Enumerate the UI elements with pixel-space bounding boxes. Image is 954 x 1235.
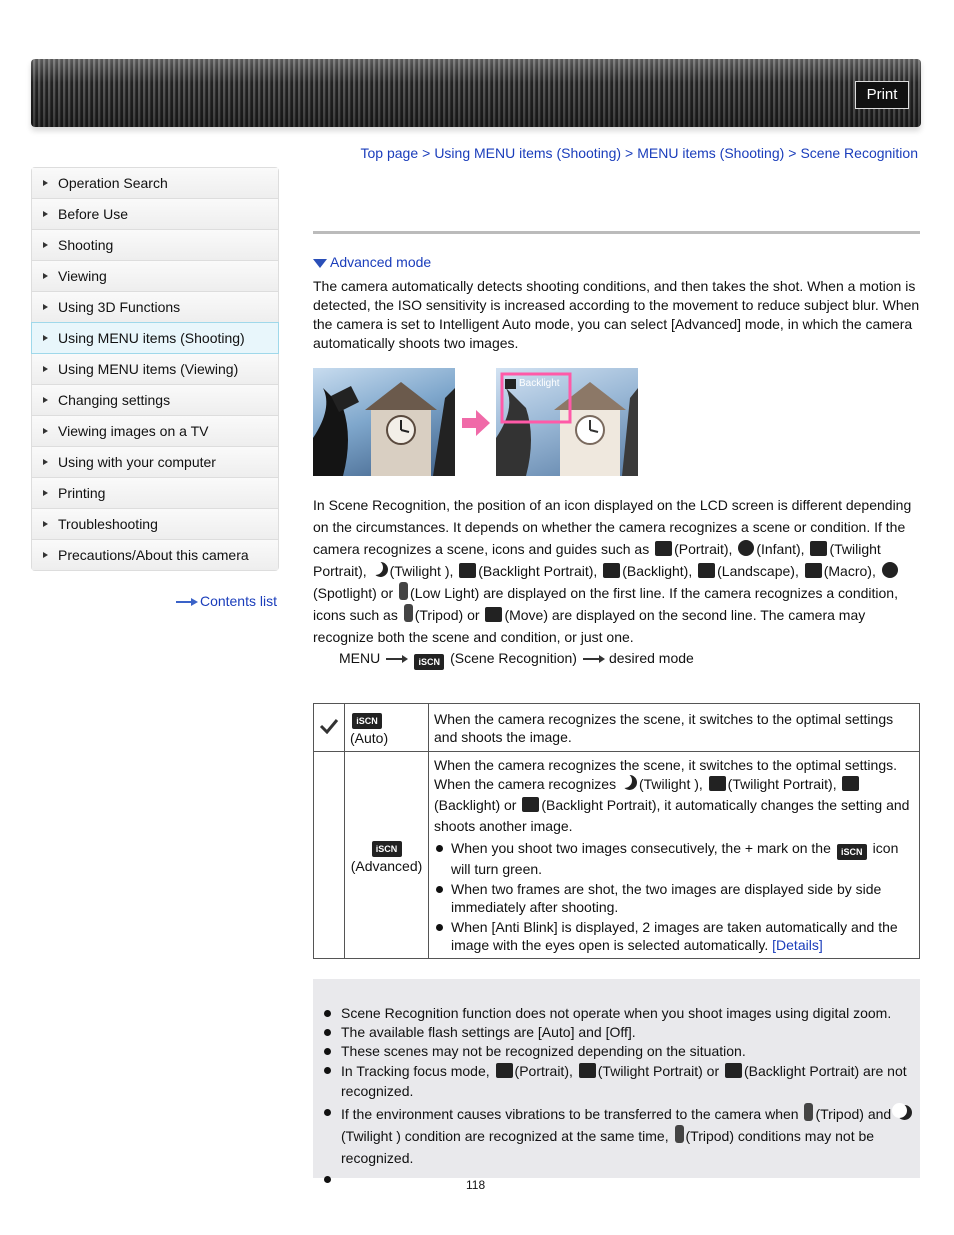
intro-paragraph: The camera automatically detects shooting conditions, and then takes the shot. When a motion is detected, the ISO sensitivity is increased according to the movement to reduce subject blur. When the camera is set to Intelligent Auto mode, you can select [Advanced] mode, in which the camera automatically shoots two images.: [313, 278, 920, 351]
sidebar-item-label: Shooting: [58, 237, 114, 253]
arrow-right-icon: [176, 598, 198, 606]
text: (Twilight Portrait) or: [597, 1063, 720, 1079]
tripod-icon: [404, 604, 413, 622]
breadcrumb-menu-items-shooting[interactable]: MENU items (Shooting): [637, 145, 785, 161]
table-row: [314, 704, 920, 752]
list-item: [434, 918, 914, 954]
text: When the camera recognizes the scene, it switches to the optimal settings.: [434, 757, 898, 773]
modes-table: [313, 703, 920, 959]
tripod-icon: [675, 1125, 684, 1143]
text: (Backlight Portrait) are not recognized.: [341, 1063, 907, 1099]
text: (Twilight ),: [389, 563, 454, 579]
sidebar-item-label: Before Use: [58, 206, 129, 222]
header-banner: [31, 59, 921, 127]
scene-recognition-icon: iSCN: [414, 654, 444, 670]
text: (Twilight ),: [638, 776, 703, 792]
list-item: These scenes may not be recognized depending on the situation.: [322, 1042, 917, 1060]
backlight-portrait-icon: [522, 797, 539, 812]
sidebar-item-3d-functions[interactable]: [32, 292, 278, 323]
text: When the camera recognizes: [434, 776, 617, 792]
title-divider: [313, 231, 920, 234]
contents-list-link[interactable]: [176, 593, 277, 609]
scene-recognition-label: (Scene Recognition): [450, 650, 577, 666]
chevron-right-icon: [43, 397, 48, 403]
text: If the environment causes vibrations to be transferred to the camera when: [341, 1106, 799, 1122]
chevron-right-icon: [43, 335, 48, 341]
scene-recognition-plus-icon: iSCN: [372, 841, 402, 857]
sidebar-item-label: Troubleshooting: [58, 516, 158, 532]
sidebar-item-label: Precautions/About this camera: [58, 547, 249, 563]
list-item: Scene Recognition function does not operate when you shoot images using digital zoom.: [322, 1004, 917, 1022]
sidebar-item-changing-settings[interactable]: [32, 385, 278, 416]
text: (Tripod) and: [815, 1106, 892, 1122]
breadcrumb-separator: >: [788, 145, 797, 161]
list-item: When two frames are shot, the two images are displayed side by side immediately after shooting.: [434, 880, 914, 916]
sidebar-item-label: Changing settings: [58, 392, 171, 408]
sidebar-item-label: Printing: [58, 485, 106, 501]
text: In Tracking focus mode,: [341, 1063, 490, 1079]
text: (Low Light) are displayed on the first line. If the camera recognizes a condition, icons such as: [313, 585, 898, 623]
list-item: The available flash settings are [Auto] and [Off].: [322, 1023, 917, 1041]
page-number: 118: [466, 1178, 486, 1192]
text: (Backlight),: [622, 563, 693, 579]
twilight-portrait-icon: [810, 541, 827, 556]
arrow-right-icon: [386, 658, 406, 660]
text: (Macro),: [823, 563, 876, 579]
chevron-right-icon: [43, 490, 48, 496]
text: (Auto): [350, 730, 389, 746]
chevron-right-icon: [43, 273, 48, 279]
default-check-cell: [314, 704, 345, 752]
backlight-portrait-icon: [725, 1063, 742, 1078]
portrait-icon: [496, 1063, 513, 1078]
text: (Backlight Portrait),: [478, 563, 598, 579]
sidebar-item-label: Using 3D Functions: [58, 299, 181, 315]
sidebar-item-computer[interactable]: [32, 447, 278, 478]
menu-path: [339, 650, 946, 670]
text: In Scene Recognition, the position of an icon displayed on the LCD screen is different depending on the circumstances. It depends on whether the camera recognizes a scene or condition. If the camera recognizes a scene, icons and guides such as: [313, 497, 912, 557]
sidebar-item-before-use[interactable]: [32, 199, 278, 230]
text: (Backlight) or: [434, 797, 517, 813]
text: When [Anti Blink] is displayed, 2 images are taken automatically and the image with the eyes open is selected automatically.: [451, 919, 898, 953]
breadcrumb-scene-recognition[interactable]: Scene Recognition: [800, 145, 918, 161]
checkmark-icon: [319, 718, 339, 734]
text: (Tripod) or: [414, 607, 480, 623]
scene-recognition-paragraph: [313, 494, 920, 648]
text: (Advanced): [350, 857, 423, 874]
sidebar-item-menu-shooting[interactable]: [31, 322, 279, 354]
backlight-icon: [842, 776, 859, 791]
chevron-right-icon: [43, 304, 48, 310]
sidebar-item-printing[interactable]: [32, 478, 278, 509]
sidebar-nav: [31, 167, 279, 571]
sidebar-item-label: Viewing: [58, 268, 107, 284]
text: [434, 774, 914, 837]
print-button[interactable]: Print: [855, 81, 909, 109]
text: When you shoot two images consecutively, the + mark on the: [451, 840, 831, 856]
breadcrumb-using-menu-shooting[interactable]: Using MENU items (Shooting): [434, 145, 622, 161]
table-row: [314, 752, 920, 959]
text: (Infant),: [756, 541, 805, 557]
scene-recognition-plus-icon: iSCN: [837, 844, 867, 860]
twilight-icon: [897, 1105, 912, 1121]
text: (Spotlight) or: [313, 585, 394, 601]
sidebar-item-label: Operation Search: [58, 175, 168, 191]
sidebar-item-viewing-tv[interactable]: [32, 416, 278, 447]
chevron-right-icon: [43, 366, 48, 372]
text: icon will turn green.: [451, 840, 899, 877]
chevron-right-icon: [43, 180, 48, 186]
backlight-icon: [603, 563, 620, 578]
sidebar-item-precautions[interactable]: [32, 540, 278, 570]
chevron-right-icon: [43, 459, 48, 465]
sidebar-item-menu-viewing[interactable]: [32, 354, 278, 385]
text: (Twilight ) condition are recognized at the same time,: [341, 1128, 669, 1144]
list-item: [434, 839, 914, 878]
tripod-icon: [804, 1103, 813, 1121]
notes-box: [313, 979, 920, 1178]
twilight-portrait-icon: [579, 1063, 596, 1078]
list-item: [322, 1103, 917, 1169]
backlight-portrait-icon: [459, 563, 476, 578]
text: (Twilight Portrait),: [727, 776, 837, 792]
move-icon: [485, 607, 502, 622]
low-light-icon: [399, 582, 408, 600]
breadcrumb-separator: >: [625, 145, 634, 161]
sidebar-item-label: Using MENU items (Viewing): [58, 361, 239, 377]
text: (Tripod) conditions may not be recognized.: [341, 1128, 875, 1166]
contents-list-label: Contents list: [199, 593, 277, 609]
breadcrumb-top-page[interactable]: Top page: [360, 145, 419, 161]
portrait-icon: [655, 541, 672, 556]
sample-photo-after: [496, 368, 638, 476]
list-item: [322, 1061, 917, 1101]
mode-name-auto: [345, 704, 429, 752]
sidebar-item-viewing[interactable]: [32, 261, 278, 292]
scene-recognition-icon: iSCN: [352, 713, 382, 729]
sample-photo-before: [313, 368, 455, 476]
text: (Backlight Portrait), it automatically changes the setting and shoots another image.: [434, 797, 910, 834]
chevron-right-icon: [43, 211, 48, 217]
details-link[interactable]: [Details]: [772, 937, 823, 953]
arrow-right-icon: [462, 408, 490, 438]
infant-icon: [738, 540, 754, 556]
sidebar-item-label: Viewing images on a TV: [58, 423, 209, 439]
sidebar-item-label: Using with your computer: [58, 454, 216, 470]
breadcrumb: [361, 145, 918, 161]
chevron-right-icon: [43, 552, 48, 558]
text: (Landscape),: [717, 563, 799, 579]
sidebar-item-troubleshooting[interactable]: [32, 509, 278, 540]
chevron-right-icon: [43, 428, 48, 434]
text: (Move) are displayed on the second line. The camera may recognize both the scene and condition, or just one.: [313, 607, 866, 645]
advanced-mode-link[interactable]: [313, 254, 920, 270]
advanced-mode-label: Advanced mode: [330, 254, 432, 270]
mode-desc-auto: When the camera recognizes the scene, it switches to the optimal settings and shoots the image.: [429, 704, 920, 752]
sidebar-item-operation-search[interactable]: [32, 168, 278, 199]
sidebar-item-label: Using MENU items (Shooting): [58, 330, 245, 346]
menu-label: MENU: [339, 650, 381, 666]
desired-mode-label: desired mode: [608, 650, 694, 666]
twilight-icon: [622, 775, 637, 791]
landscape-icon: [698, 563, 715, 578]
twilight-portrait-icon: [709, 776, 726, 791]
spotlight-icon: [882, 562, 898, 578]
sidebar-item-shooting[interactable]: [32, 230, 278, 261]
triangle-down-icon: [313, 259, 327, 268]
macro-icon: [805, 563, 822, 578]
text: (Twilight Portrait),: [313, 541, 881, 579]
mode-name-advanced: [345, 752, 429, 959]
empty-check-cell: [314, 752, 345, 959]
arrow-right-icon: [583, 658, 603, 660]
twilight-icon: [373, 562, 388, 578]
text: (Portrait),: [674, 541, 733, 557]
backlight-badge: Backlight: [519, 378, 560, 389]
chevron-right-icon: [43, 521, 48, 527]
chevron-right-icon: [43, 242, 48, 248]
breadcrumb-separator: >: [422, 145, 431, 161]
mode-desc-advanced: [429, 752, 920, 959]
text: (Portrait),: [514, 1063, 573, 1079]
